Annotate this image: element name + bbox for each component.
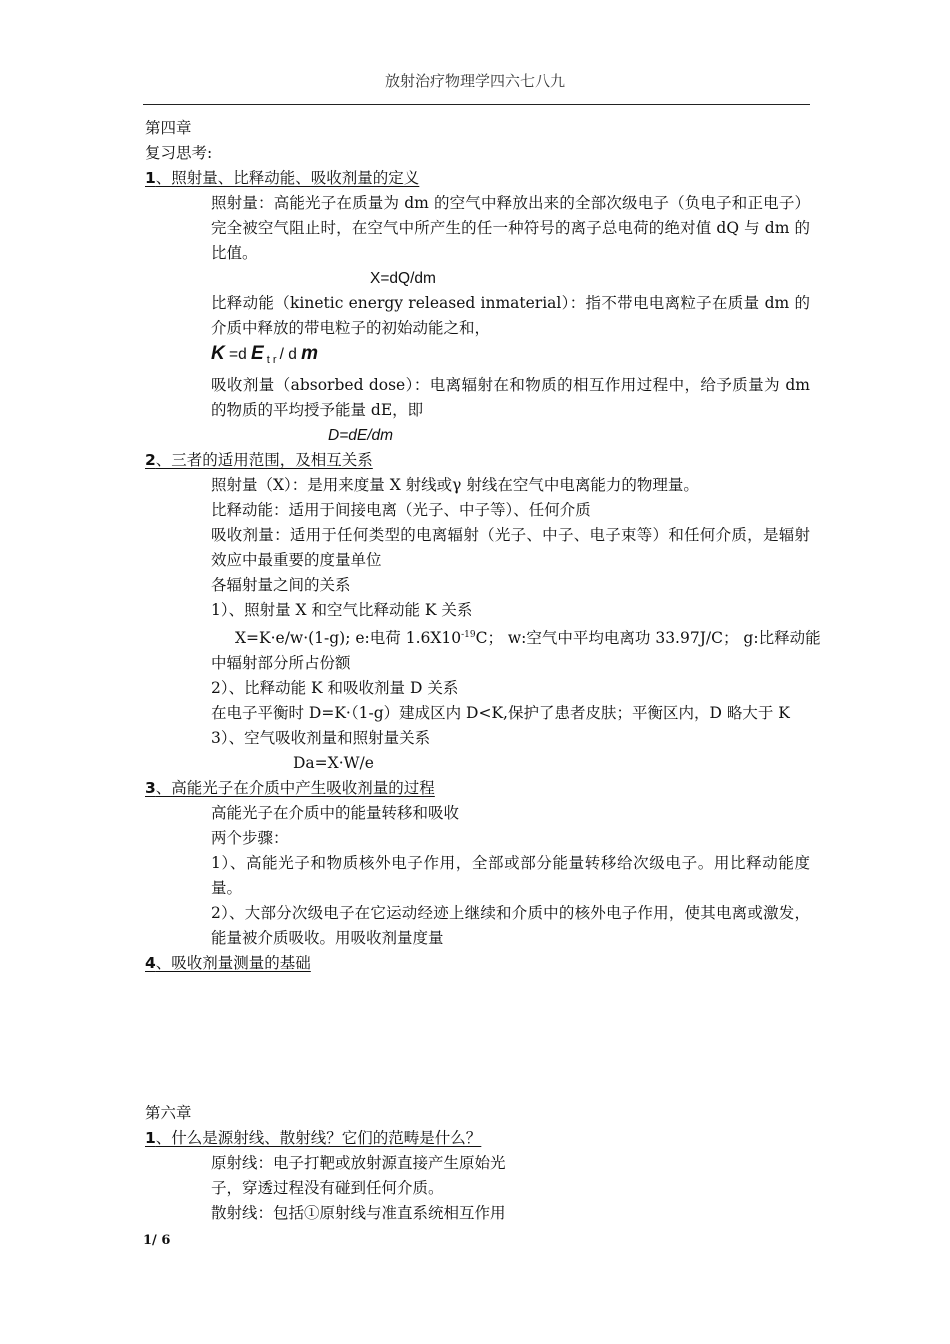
text-line: 中辐射部分所占份额 xyxy=(211,654,351,673)
formula-k: K xyxy=(211,343,225,364)
text-line: 照射量（X）：是用来度量 X 射线或γ 射线在空气中电离能力的物理量。 xyxy=(211,476,699,495)
formula-e: E xyxy=(251,343,264,364)
text-line: 比释动能：适用于间接电离（光子、中子等）、任何介质 xyxy=(211,501,591,520)
text-line: 1）、照射量 X 和空气比释动能 K 关系 xyxy=(211,601,473,620)
formula-m: m xyxy=(301,343,319,364)
question-number: 1 xyxy=(145,169,156,187)
exposure-definition: 照射量：高能光子在质量为 dm 的空气中释放出来的全部次级电子（负电子和正电子）完全被空气阻止时，在空气中所产生的任一种符号的离子总电荷的绝对值 dQ 与 dm 的比值。 xyxy=(211,194,810,262)
question-2-heading xyxy=(145,448,810,473)
dose-definition: 吸收剂量（absorbed dose）：电离辐射在和物质的相互作用过程中，给予质量为 dm 的物质的平均授予能量 dE，即 xyxy=(211,376,810,420)
header-divider xyxy=(143,104,810,105)
text-line: 两个步骤： xyxy=(211,829,289,848)
text-line: 各辐射量之间的关系 xyxy=(211,576,351,595)
exposure-kerma-formula xyxy=(145,623,821,651)
question-number: 1 xyxy=(145,1129,156,1148)
dose-formula: D=dE/dm xyxy=(328,427,394,445)
question-text: 、吸收剂量测量的基础 xyxy=(155,954,311,973)
question-text: 、高能光子在介质中产生吸收剂量的过程 xyxy=(155,779,435,798)
text-line: 1）、高能光子和物质核外电子作用，全部或部分能量转移给次级电子。用比释动能度量。 xyxy=(211,854,810,898)
ch6-question-1-heading xyxy=(145,1126,810,1151)
formula-subscript: t r xyxy=(263,354,280,367)
question-number: 4 xyxy=(145,954,156,973)
text-line: 吸收剂量：适用于任何类型的电离辐射（光子、中子、电子束等）和任何介质，是辐射效应中最重要的度量单位 xyxy=(211,526,810,570)
kerma-definition: 比释动能（kinetic energy released inmaterial）：指不带电电离粒子在质量 dm 的介质中释放的带电粒子的初始动能之和， xyxy=(211,294,810,337)
question-text: 、三者的适用范围，及相互关系 xyxy=(155,451,373,470)
formula-part: X=K·e/w·(1-g); e:电荷 1.6X10 xyxy=(235,629,462,648)
question-text: 、什么是源射线、散射线？它们的范畴是什么？ xyxy=(155,1129,482,1148)
document-body xyxy=(145,116,821,1226)
formula-d: =d xyxy=(224,346,252,363)
spacer xyxy=(145,976,810,1101)
question-text: 、照射量、比释动能、吸收剂量的定义 xyxy=(155,169,420,187)
text-line: 散射线：包括①原射线与准直系统相互作用 xyxy=(211,1204,506,1223)
kerma-formula xyxy=(145,341,810,373)
question-number: 3 xyxy=(145,779,156,798)
chapter-6-title: 第六章 xyxy=(145,1104,192,1123)
air-dose-formula: Da=X·W/e xyxy=(293,754,374,773)
review-subtitle: 复习思考: xyxy=(145,144,213,162)
formula-part: C； w:空气中平均电离功 33.97J/C； g:比释动能 xyxy=(475,629,821,648)
question-4-heading xyxy=(145,951,810,976)
formula-tail: / d xyxy=(279,346,302,363)
formula-exponent: -19 xyxy=(461,630,476,641)
exposure-formula: X=dQ/dm xyxy=(370,270,436,287)
page-number: 1/ 6 xyxy=(143,1233,171,1248)
question-number: 2 xyxy=(145,451,156,470)
text-line: 2）、比释动能 K 和吸收剂量 D 关系 xyxy=(211,679,459,698)
text-line: 原射线：电子打靶或放射源直接产生原始光子，穿透过程没有碰到任何介质。 xyxy=(211,1154,506,1198)
text-line: 高能光子在介质中的能量转移和吸收 xyxy=(211,804,460,823)
text-line: 3）、空气吸收剂量和照射量关系 xyxy=(211,729,431,748)
question-1-heading xyxy=(145,166,810,191)
question-3-heading xyxy=(145,776,810,801)
page-header: 放射治疗物理学四六七八九 xyxy=(384,72,565,90)
chapter-4-title: 第四章 xyxy=(145,119,192,137)
text-line: 在电子平衡时 D=K·（1-g）建成区内 D<K,保护了患者皮肤；平衡区内，D 略大于 K xyxy=(211,704,790,723)
text-line: 2）、大部分次级电子在它运动经迹上继续和介质中的核外电子作用，使其电离或激发，能量被介质吸收。用吸收剂量度量 xyxy=(211,904,810,948)
